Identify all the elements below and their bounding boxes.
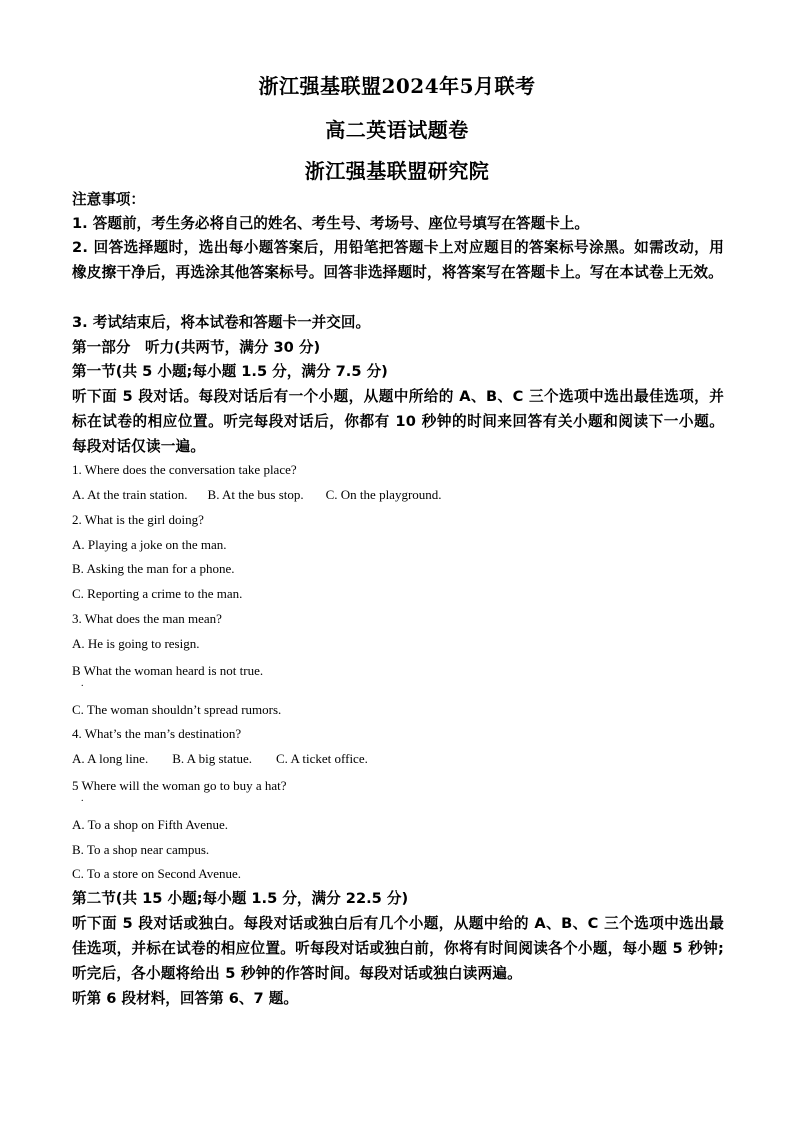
question-5: 5 Where will the woman go to buy a hat? — [72, 778, 287, 793]
question-2-option-a: A. Playing a joke on the man. — [72, 537, 227, 552]
option-c: C. On the playground. — [325, 487, 442, 502]
section2-instructions: 听下面 5 段对话或独白。每段对话或独白后有几个小题，从题中给的 A、B、C 三个选项中选出最佳选项，并标在试卷的相应位置。听每段对话或独白前，你将有时间阅读各个小题，每小题 5 秒钟;听完后，各小题将给出 5 秒钟的作答时间。每段对话或独白读两遍。 — [72, 915, 724, 982]
part1-heading: 第一部分 听力(共两节，满分 30 分) — [72, 339, 321, 356]
exam-title: 浙江强基联盟2024年5月联考 — [258, 74, 536, 98]
question-4-options — [72, 750, 724, 768]
stray-dot-mark: . — [81, 793, 84, 804]
option-a: A. A long line. — [72, 751, 149, 766]
question-5-option-c: C. To a store on Second Avenue. — [72, 866, 242, 881]
option-a: A. At the train station. — [72, 487, 188, 502]
stray-dot-mark: . — [81, 678, 84, 689]
question-2-option-b: B. Asking the man for a phone. — [72, 561, 235, 576]
question-5-option-b: B. To a shop near campus. — [72, 842, 210, 857]
option-b: B. A big statue. — [172, 751, 253, 766]
question-3-option-a: A. He is going to resign. — [72, 636, 200, 651]
option-b: B. At the bus stop. — [207, 487, 304, 502]
notes-heading: 注意事项： — [72, 191, 145, 208]
question-1-options — [72, 486, 724, 504]
question-3-option-b: B What the woman heard is not true. — [72, 663, 264, 678]
question-5-option-a: A. To a shop on Fifth Avenue. — [72, 817, 229, 832]
note-3: 3. 考试结束后，将本试卷和答题卡一并交回。 — [72, 314, 371, 331]
note-1: 1. 答题前，考生务必将自己的姓名、考生号、考场号、座位号填写在答题卡上。 — [72, 215, 589, 232]
section1-instructions: 听下面 5 段对话。每段对话后有一个小题，从题中所给的 A、B、C 三个选项中选出最佳选项，并标在试卷的相应位置。听完每段对话后，你都有 10 秒钟的时间来回答有关小题和阅读下一小题。每段对话仅读一遍。 — [72, 388, 724, 455]
section1-heading: 第一节(共 5 小题;每小题 1.5 分，满分 7.5 分) — [72, 363, 388, 380]
question-4: 4. What’s the man’s destination? — [72, 726, 242, 741]
question-3-option-c: C. The woman shouldn’t spread rumors. — [72, 702, 282, 717]
material-6-instruction: 听第 6 段材料，回答第 6、7 题。 — [72, 990, 298, 1007]
note-2: 2. 回答选择题时，选出每小题答案后，用铅笔把答题卡上对应题目的答案标号涂黑。如需改动，用橡皮擦干净后，再选涂其他答案标号。回答非选择题时，将答案写在答题卡上。写在本试卷上无效。 — [72, 239, 724, 281]
question-2: 2. What is the girl doing? — [72, 512, 204, 527]
exam-publisher: 浙江强基联盟研究院 — [304, 159, 490, 183]
question-1: 1. Where does the conversation take place? — [72, 462, 297, 477]
question-3: 3. What does the man mean? — [72, 611, 222, 626]
section2-heading: 第二节(共 15 小题;每小题 1.5 分，满分 22.5 分) — [72, 890, 409, 907]
question-2-option-c: C. Reporting a crime to the man. — [72, 586, 243, 601]
option-c: C. A ticket office. — [276, 751, 368, 766]
exam-subtitle: 高二英语试题卷 — [325, 118, 469, 142]
